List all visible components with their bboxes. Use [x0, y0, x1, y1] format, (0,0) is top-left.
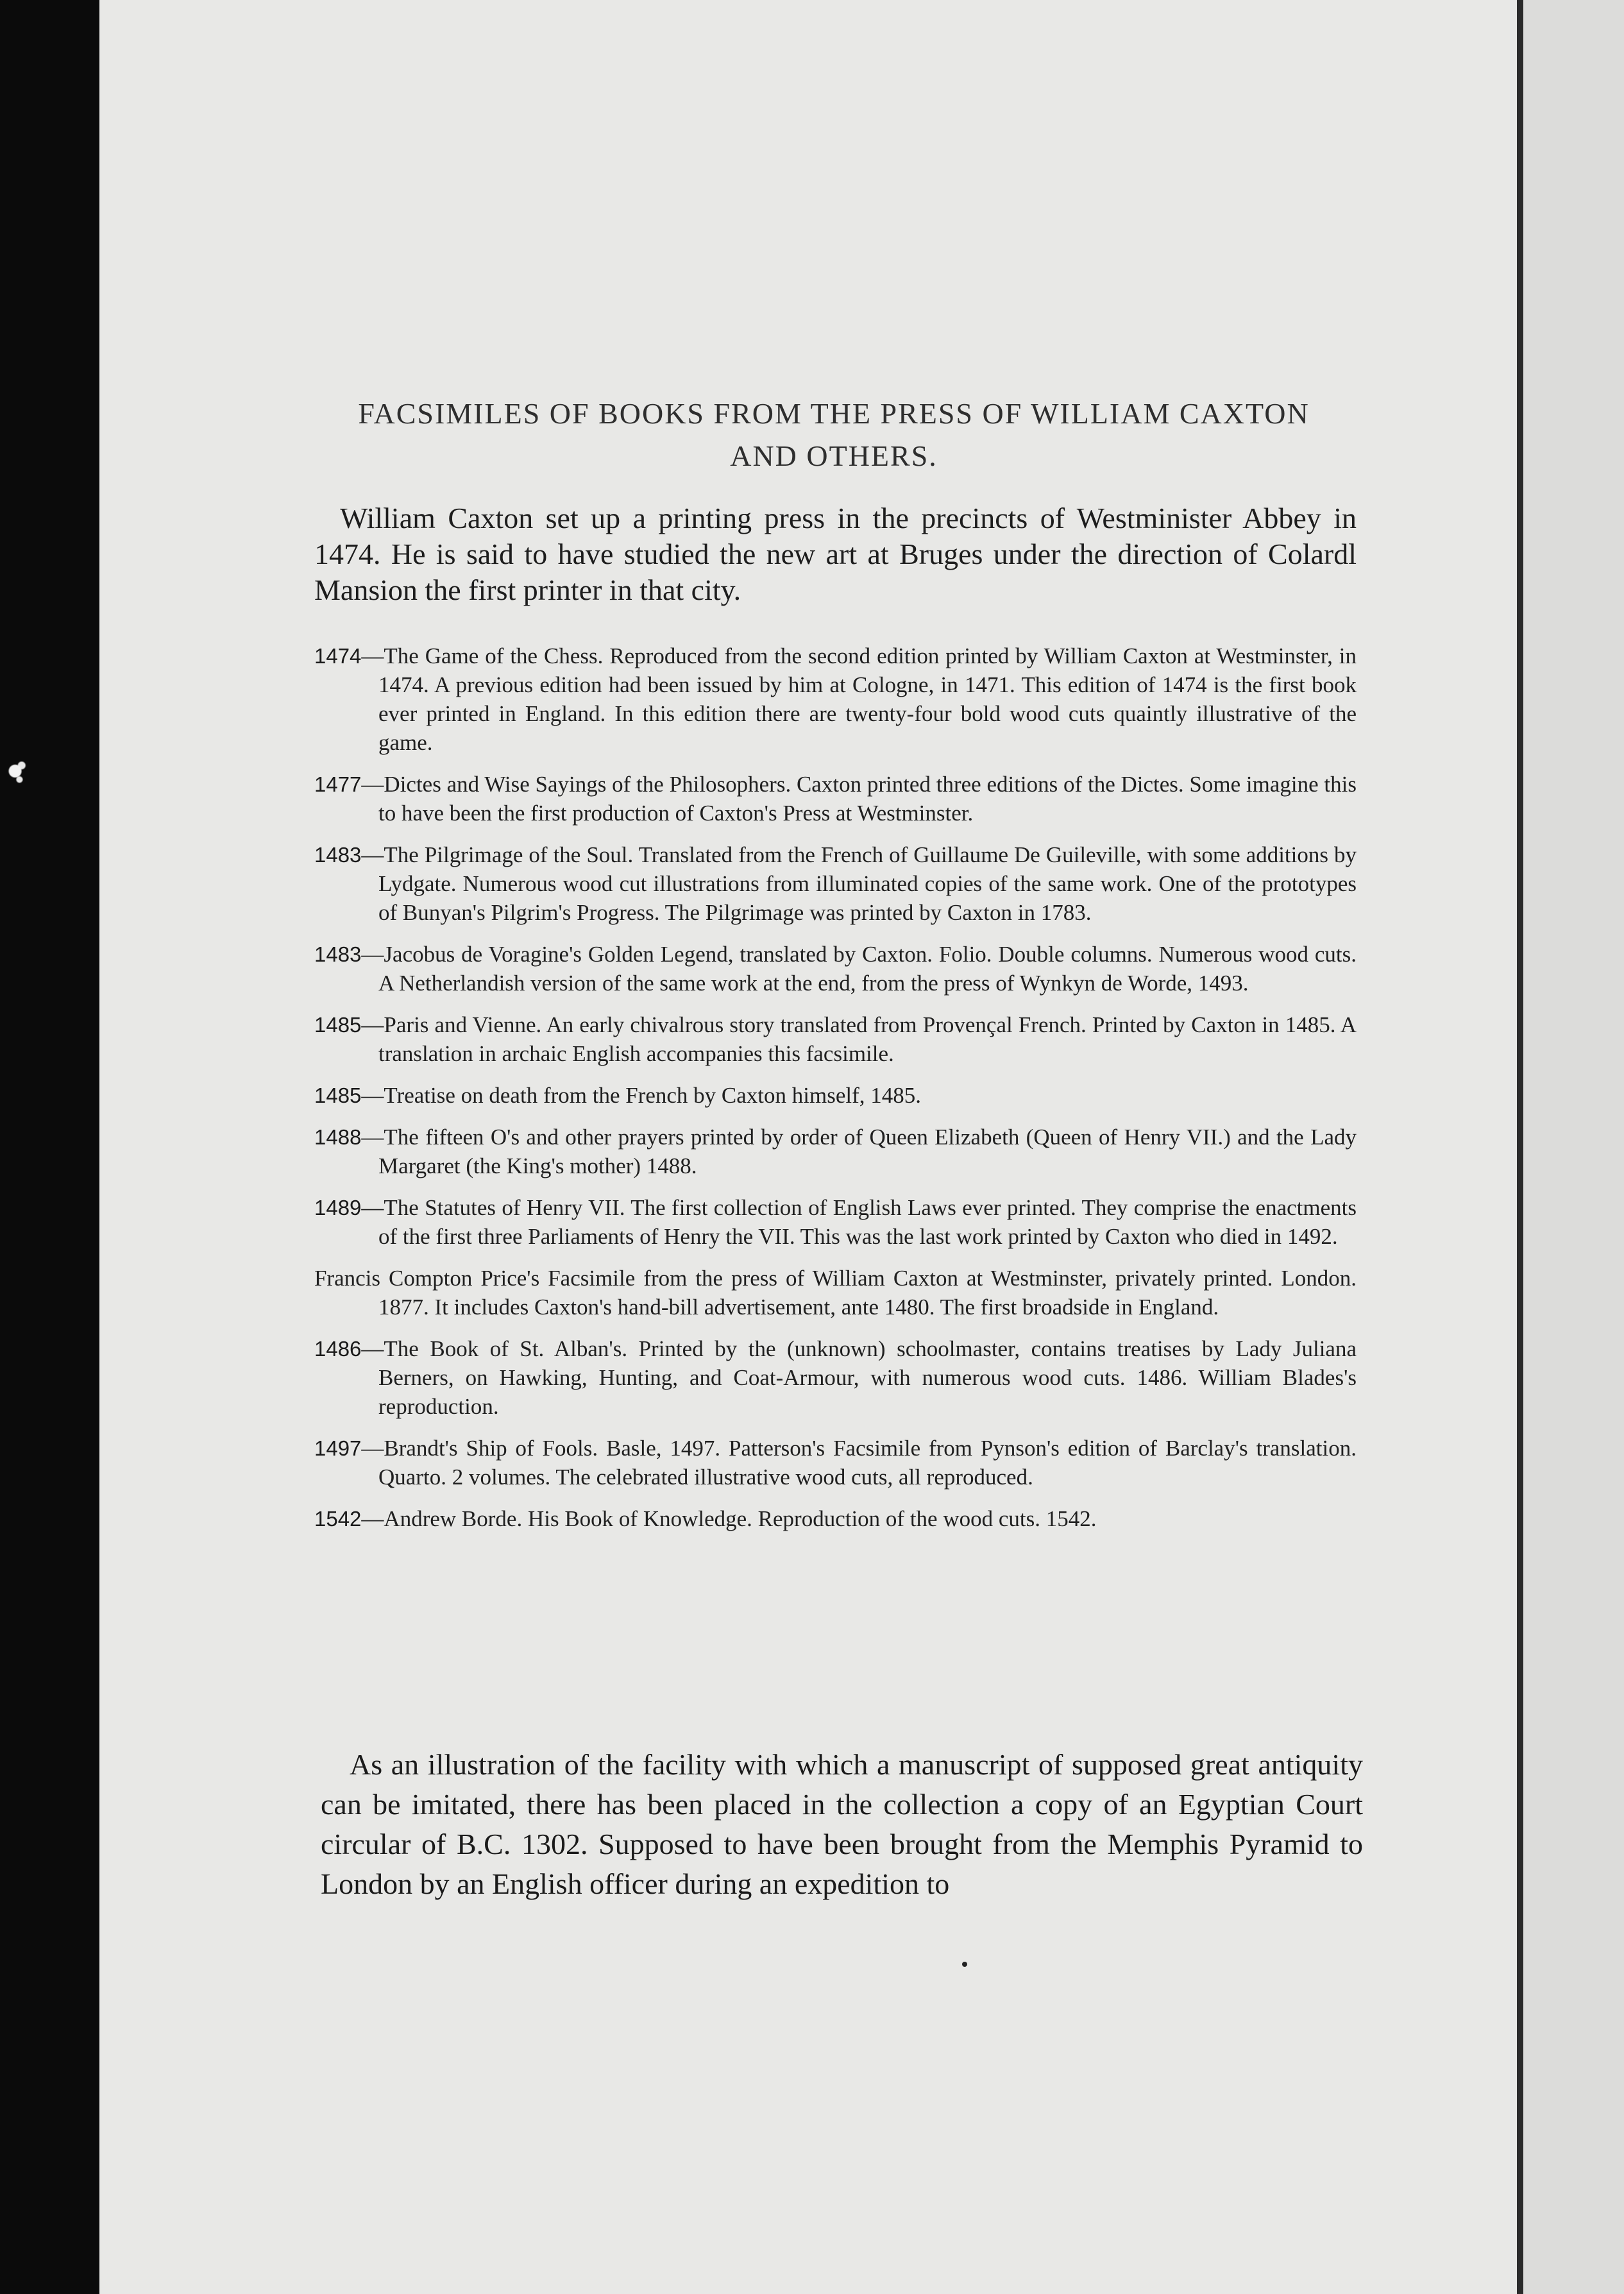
- entry-year: 1486: [314, 1337, 362, 1361]
- entry-text: The Pilgrimage of the Soul. Translated from the French of Guillaume De Guileville, with some additions by Lydgate. Numerous wood cut illustrations from illuminated copies of the same work. One of the prototypes of Bunyan's Pilgrim's Progress. The Pilgrimage was printed by Caxton in 1783.: [378, 842, 1357, 925]
- closing-text: As an illustration of the facility with which a manuscript of supposed great antiquity can be imitated, there has been placed in the collection a copy of an Egyptian Court circular of B.C. 1302. Supposed to have been brought from the Memphis Pyramid to London by an English officer during an expedition to: [321, 1748, 1363, 1900]
- entry-text: Brandt's Ship of Fools. Basle, 1497. Patterson's Facsimile from Pynson's edition of Barclay's translation. Quarto. 2 volumes. The celebrated illustrative wood cuts, all reproduced.: [378, 1436, 1357, 1490]
- title-line-1: FACSIMILES OF BOOKS FROM THE PRESS OF WILLIAM CAXTON: [358, 397, 1310, 430]
- entry-text: Andrew Borde. His Book of Knowledge. Reproduction of the wood cuts. 1542.: [384, 1506, 1097, 1531]
- entry-text: Jacobus de Voragine's Golden Legend, translated by Caxton. Folio. Double columns. Numerous wood cuts. A Netherlandish version of the same work at the end, from the press of Wynkyn de Worde, 1493.: [378, 942, 1357, 996]
- page-gutter: [1517, 0, 1523, 2294]
- entry-text: The Game of the Chess. Reproduced from the second edition printed by William Caxton at Westminster, in 1474. A previous edition had been issued by him at Cologne, in 1471. This edition of 1474 is the first book ever printed in England. In this edition there are twenty-four bold wood cuts quaintly illustrative of the game.: [378, 643, 1357, 755]
- entry-year: 1485: [314, 1013, 362, 1037]
- closing-paragraph: [321, 1745, 1363, 1904]
- list-item: 1477—Dictes and Wise Sayings of the Philosophers. Caxton printed three editions of the Dictes. Some imagine this to have been the first production of Caxton's Press at Westminster.: [314, 772, 1357, 826]
- entry-text: The fifteen O's and other prayers printed by order of Queen Elizabeth (Queen of Henry VII.) and the Lady Margaret (the King's mother) 1488.: [378, 1125, 1357, 1178]
- entry-year: 1485: [314, 1083, 362, 1107]
- intro-paragraph: [314, 500, 1357, 608]
- entry-year: 1477: [314, 772, 362, 796]
- list-item: 1542—Andrew Borde. His Book of Knowledge. Reproduction of the wood cuts. 1542.: [314, 1506, 1097, 1531]
- entry-text: The Book of St. Alban's. Printed by the (unknown) schoolmaster, contains treatises by Lady Juliana Berners, on Hawking, Hunting, and Coat-Armour, with numerous wood cuts. 1486. William Blades's reproduction.: [378, 1336, 1357, 1419]
- facing-page-edge: [1523, 0, 1624, 2294]
- entry-text: Francis Compton Price's Facsimile from the press of William Caxton at Westminster, privately printed. London. 1877. It includes Caxton's hand-bill advertisement, ante 1480. The first broadside in England.: [314, 1266, 1357, 1320]
- list-item: 1483—Jacobus de Voragine's Golden Legend, translated by Caxton. Folio. Double columns. Numerous wood cuts. A Netherlandish version of the same work at the end, from the press of Wynkyn de Worde, 1493.: [314, 942, 1357, 996]
- list-item: 1483—The Pilgrimage of the Soul. Translated from the French of Guillaume De Guileville, with some additions by Lydgate. Numerous wood cut illustrations from illuminated copies of the same work. One of the prototypes of Bunyan's Pilgrim's Progress. The Pilgrimage was printed by Caxton in 1783.: [314, 842, 1357, 925]
- list-item: 1485—Treatise on death from the French by Caxton himself, 1485.: [314, 1083, 922, 1108]
- title-line-2: AND OTHERS.: [730, 439, 938, 472]
- list-item-price-facsimile: [314, 1264, 1357, 1321]
- entry-text: Treatise on death from the French by Caxton himself, 1485.: [384, 1083, 922, 1108]
- entry-text: Dictes and Wise Sayings of the Philosophers. Caxton printed three editions of the Dictes. Some imagine this to have been the first production of Caxton's Press at Westminster.: [378, 772, 1357, 826]
- scan-artifact: [6, 757, 28, 785]
- entry-list: [314, 641, 1357, 1546]
- list-item: 1486—The Book of St. Alban's. Printed by the (unknown) schoolmaster, contains treatises by Lady Juliana Berners, on Hawking, Hunting, and Coat-Armour, with numerous wood cuts. 1486. William Blades's reproduction.: [314, 1336, 1357, 1419]
- entry-year: 1483: [314, 843, 362, 867]
- entry-year: 1483: [314, 942, 362, 966]
- list-item: 1485—Paris and Vienne. An early chivalrous story translated from Provençal French. Printed by Caxton in 1485. A translation in archaic English accompanies this facsimile.: [314, 1012, 1357, 1066]
- entry-year: 1542: [314, 1507, 362, 1531]
- intro-text: William Caxton set up a printing press in the precincts of Westminister Abbey in 1474. He is said to have studied the new art at Bruges under the direction of Colardl Mansion the first printer in that city.: [314, 502, 1357, 606]
- entry-text: Paris and Vienne. An early chivalrous story translated from Provençal French. Printed by Caxton in 1485. A translation in archaic English accompanies this facsimile.: [378, 1012, 1357, 1066]
- list-item: 1497—Brandt's Ship of Fools. Basle, 1497. Patterson's Facsimile from Pynson's edition of Barclay's translation. Quarto. 2 volumes. The celebrated illustrative wood cuts, all reproduced.: [314, 1436, 1357, 1490]
- page-mark: [962, 1962, 967, 1967]
- list-item: 1488—The fifteen O's and other prayers printed by order of Queen Elizabeth (Queen of Henry VII.) and the Lady Margaret (the King's mother) 1488.: [314, 1125, 1357, 1178]
- entry-year: 1488: [314, 1125, 362, 1149]
- page-title: [301, 393, 1366, 477]
- entry-year: 1489: [314, 1196, 362, 1219]
- entry-text: The Statutes of Henry VII. The first collection of English Laws ever printed. They comprise the enactments of the first three Parliaments of Henry the VII. This was the last work printed by Caxton who died in 1492.: [378, 1195, 1357, 1249]
- list-item: 1489—The Statutes of Henry VII. The first collection of English Laws ever printed. They comprise the enactments of the first three Parliaments of Henry the VII. This was the last work printed by Caxton who died in 1492.: [314, 1195, 1357, 1249]
- entry-year: 1497: [314, 1436, 362, 1460]
- entry-year: 1474: [314, 644, 362, 668]
- list-item: 1474—The Game of the Chess. Reproduced from the second edition printed by William Caxton at Westminster, in 1474. A previous edition had been issued by him at Cologne, in 1471. This edition of 1474 is the first book ever printed in England. In this edition there are twenty-four bold wood cuts quaintly illustrative of the game.: [314, 643, 1357, 755]
